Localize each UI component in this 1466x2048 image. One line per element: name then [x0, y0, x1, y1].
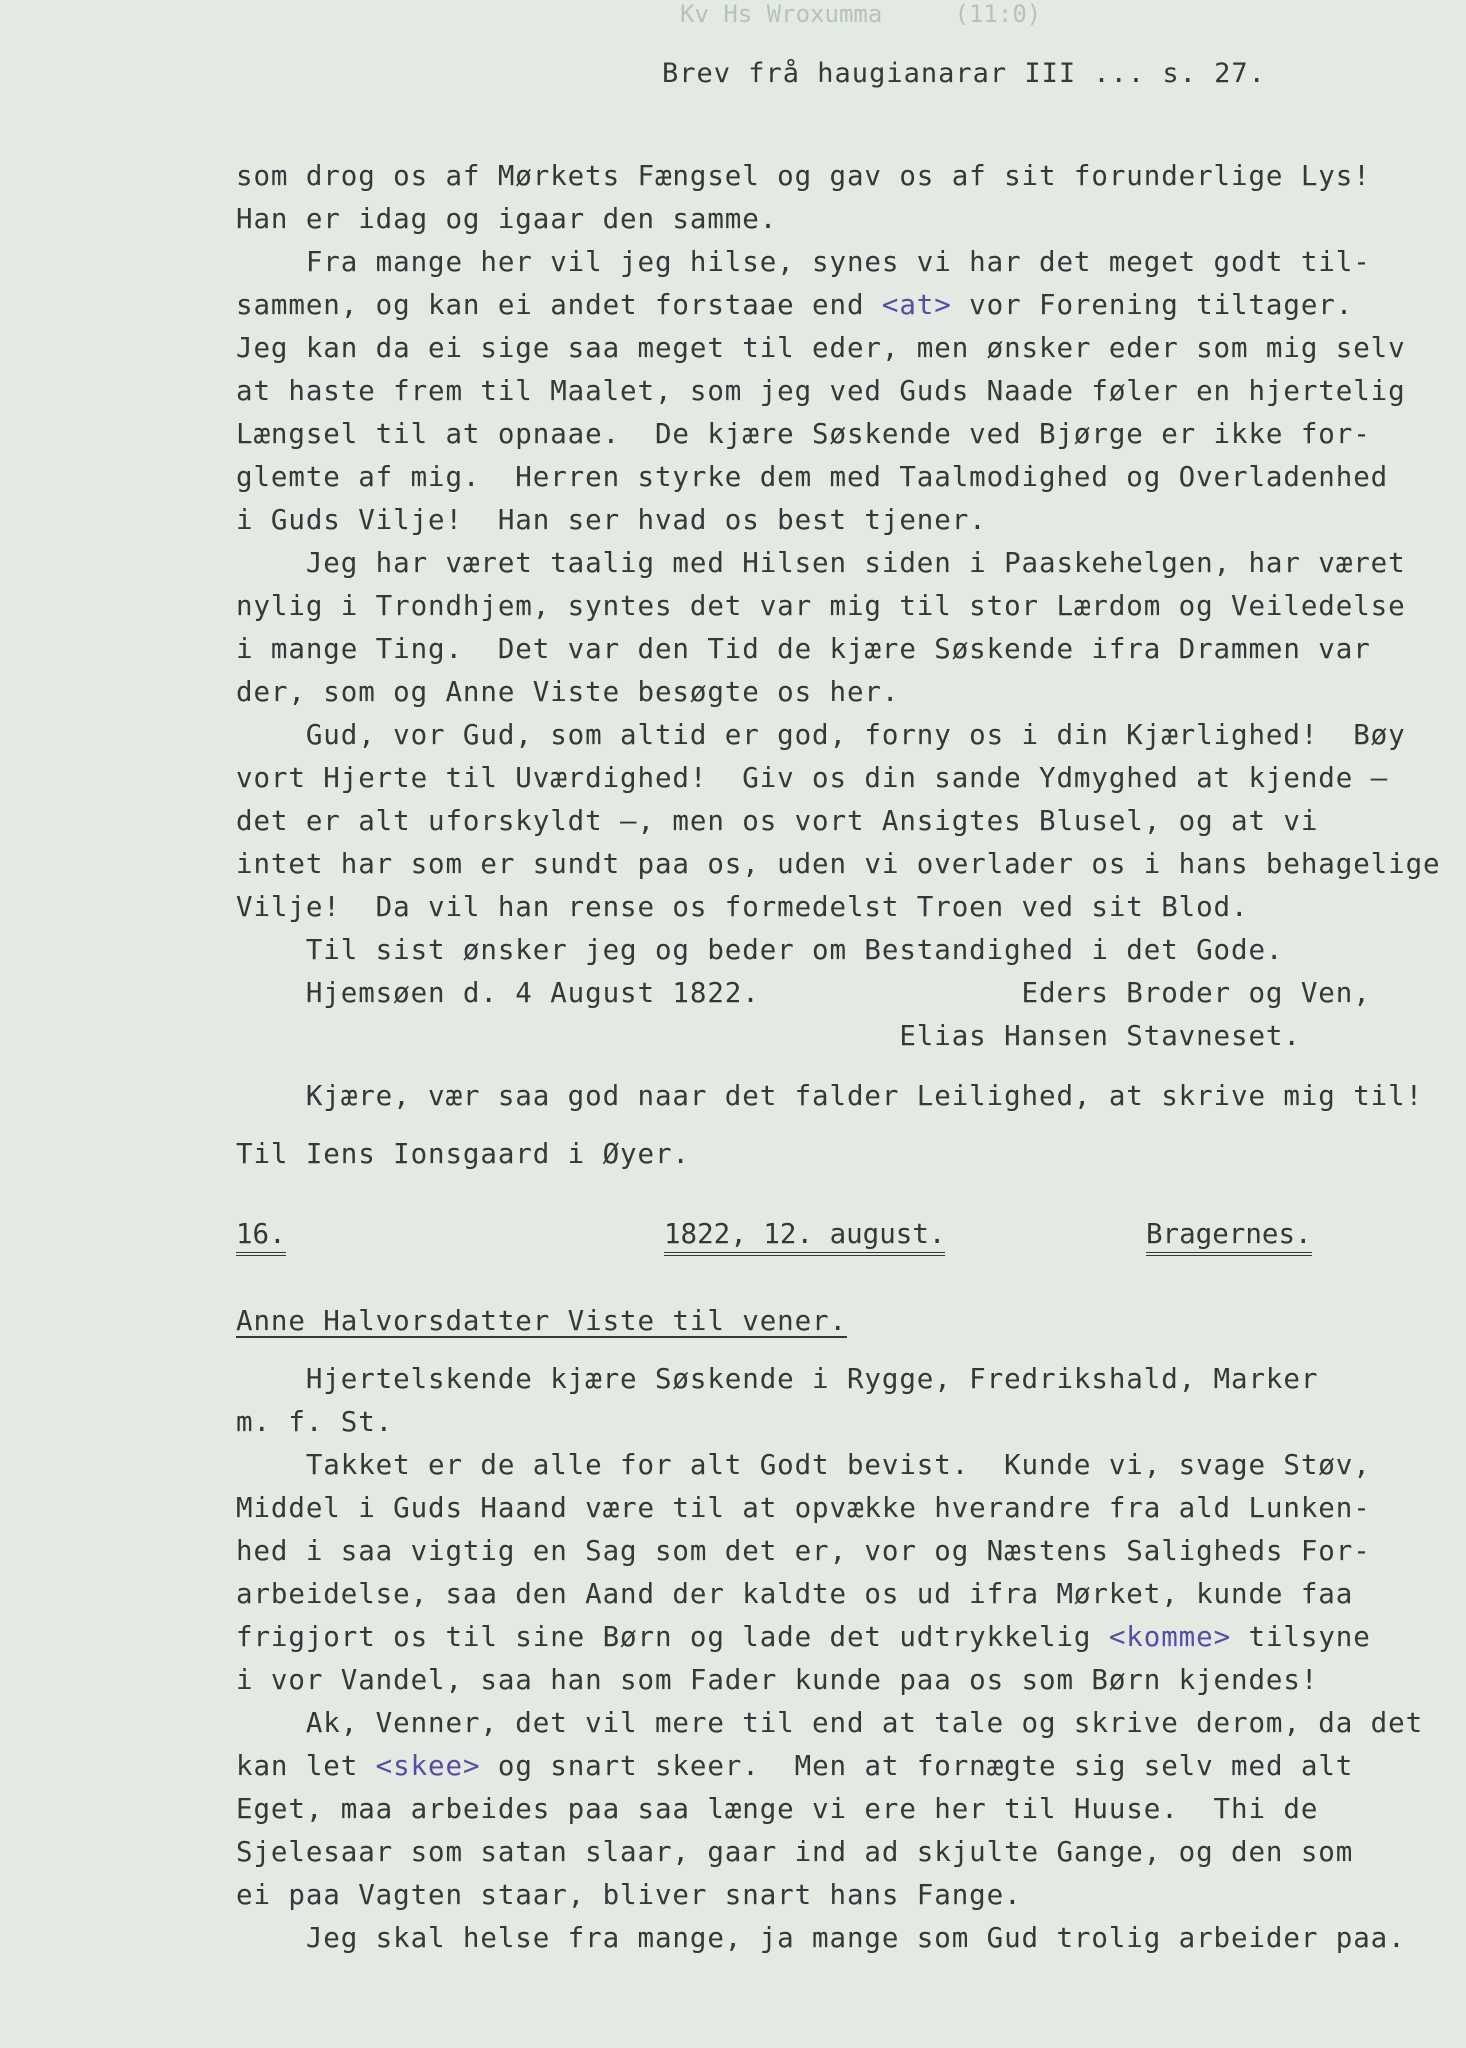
letter2-line: Eget, maa arbeides paa saa længe vi ere her til Huuse. Thi de: [236, 1793, 1319, 1825]
letter2-line: Middel i Guds Haand være til at opvække hverandre fra ald Lunken-: [236, 1492, 1371, 1524]
entry-date: 1822, 12. august.: [664, 1218, 945, 1250]
editor-insertion: <komme>: [1108, 1621, 1232, 1653]
letter1-line: nylig i Trondhjem, syntes det var mig til stor Lærdom og Veiledelse: [236, 590, 1406, 622]
letter2-line: Sjelesaar som satan slaar, gaar ind ad skjulte Gange, og den som: [236, 1836, 1354, 1868]
letter2-line: Jeg skal helse fra mange, ja mange som Gud trolig arbeider paa.: [236, 1922, 1406, 1954]
letter1-line: glemte af mig. Herren styrke dem med Taalmodighed og Overladenhed: [236, 461, 1389, 493]
entry-place: Bragernes.: [1146, 1218, 1312, 1250]
entry-number: 16.: [236, 1218, 286, 1250]
letter1-line: Fra mange her vil jeg hilse, synes vi har det meget godt til-: [236, 246, 1371, 278]
letter2-line: ei paa Vagten staar, bliver snart hans Fange.: [236, 1879, 1022, 1911]
letter2-line: hed i saa vigtig en Sag som det er, vor og Næstens Saligheds For-: [236, 1535, 1371, 1567]
faint-archive-stamp: Kv Hs Wroxumma (11:0): [680, 0, 1042, 28]
letter1-postscript: Kjære, vær saa god naar det falder Leilighed, at skrive mig til!: [236, 1080, 1424, 1112]
letter1-line: intet har som er sundt paa os, uden vi overlader os i hans behagelige: [236, 848, 1441, 880]
letter2-line: i vor Vandel, saa han som Fader kunde paa os som Børn kjendes!: [236, 1664, 1319, 1696]
letter2-line: kan let <skee> og snart skeer. Men at fornægte sig selv med alt: [236, 1750, 1354, 1782]
letter1-line: Vilje! Da vil han rense os formedelst Troen ved sit Blod.: [236, 891, 1249, 923]
letter1-line: Gud, vor Gud, som altid er god, forny os i din Kjærlighed! Bøy: [236, 719, 1406, 751]
editor-insertion: <at>: [881, 289, 952, 321]
letter1-signature: Elias Hansen Stavneset.: [236, 1020, 1301, 1052]
editor-insertion: <skee>: [375, 1750, 481, 1782]
letter1-line: Jeg kan da ei sige saa meget til eder, men ønsker eder som mig selv: [236, 332, 1406, 364]
letter1-line: der, som og Anne Viste besøgte os her.: [236, 676, 900, 708]
letter2-line: Takket er de alle for alt Godt bevist. Kunde vi, svage Støv,: [236, 1449, 1371, 1481]
letter1-line: Til sist ønsker jeg og beder om Bestandighed i det Gode.: [236, 934, 1284, 966]
letter1-line: vort Hjerte til Uværdighed! Giv os din sande Ydmyghed at kjende —: [236, 762, 1389, 794]
letter1-line: i mange Ting. Det var den Tid de kjære Søskende ifra Drammen var: [236, 633, 1371, 665]
letter1-dateline: Hjemsøen d. 4 August 1822. Eders Broder og Ven,: [236, 977, 1371, 1009]
page-header: Brev frå haugianarar III ... s. 27.: [662, 58, 1266, 89]
letter2-line: frigjort os til sine Børn og lade det udtrykkelig <komme> tilsyne: [236, 1621, 1371, 1653]
letter2-line: Hjertelskende kjære Søskende i Rygge, Fredrikshald, Marker: [236, 1363, 1319, 1395]
letter1-line: sammen, og kan ei andet forstaae end <at> vor Forening tiltager.: [236, 289, 1354, 321]
letter1-line: Han er idag og igaar den samme.: [236, 203, 778, 235]
letter1-line: Længsel til at opnaae. De kjære Søskende ved Bjørge er ikke for-: [236, 418, 1371, 450]
letter1-line: det er alt uforskyldt —, men os vort Ansigtes Blusel, og at vi: [236, 805, 1319, 837]
letter2-line: Ak, Venner, det vil mere til end at tale og skrive derom, da det: [236, 1707, 1424, 1739]
letter2-line: arbeidelse, saa den Aand der kaldte os ud ifra Mørket, kunde faa: [236, 1578, 1354, 1610]
letter1-address: Til Iens Ionsgaard i Øyer.: [236, 1138, 690, 1170]
letter1-line: at haste frem til Maalet, som jeg ved Guds Naade føler en hjertelig: [236, 375, 1406, 407]
entry-sender: Anne Halvorsdatter Viste til vener.: [236, 1305, 847, 1337]
letter1-line: som drog os af Mørkets Fængsel og gav os af sit forunderlige Lys!: [236, 160, 1371, 192]
letter1-line: i Guds Vilje! Han ser hvad os best tjener.: [236, 504, 987, 536]
letter2-line: m. f. St.: [236, 1406, 394, 1438]
letter1-line: Jeg har været taalig med Hilsen siden i Paaskehelgen, har været: [236, 547, 1406, 579]
